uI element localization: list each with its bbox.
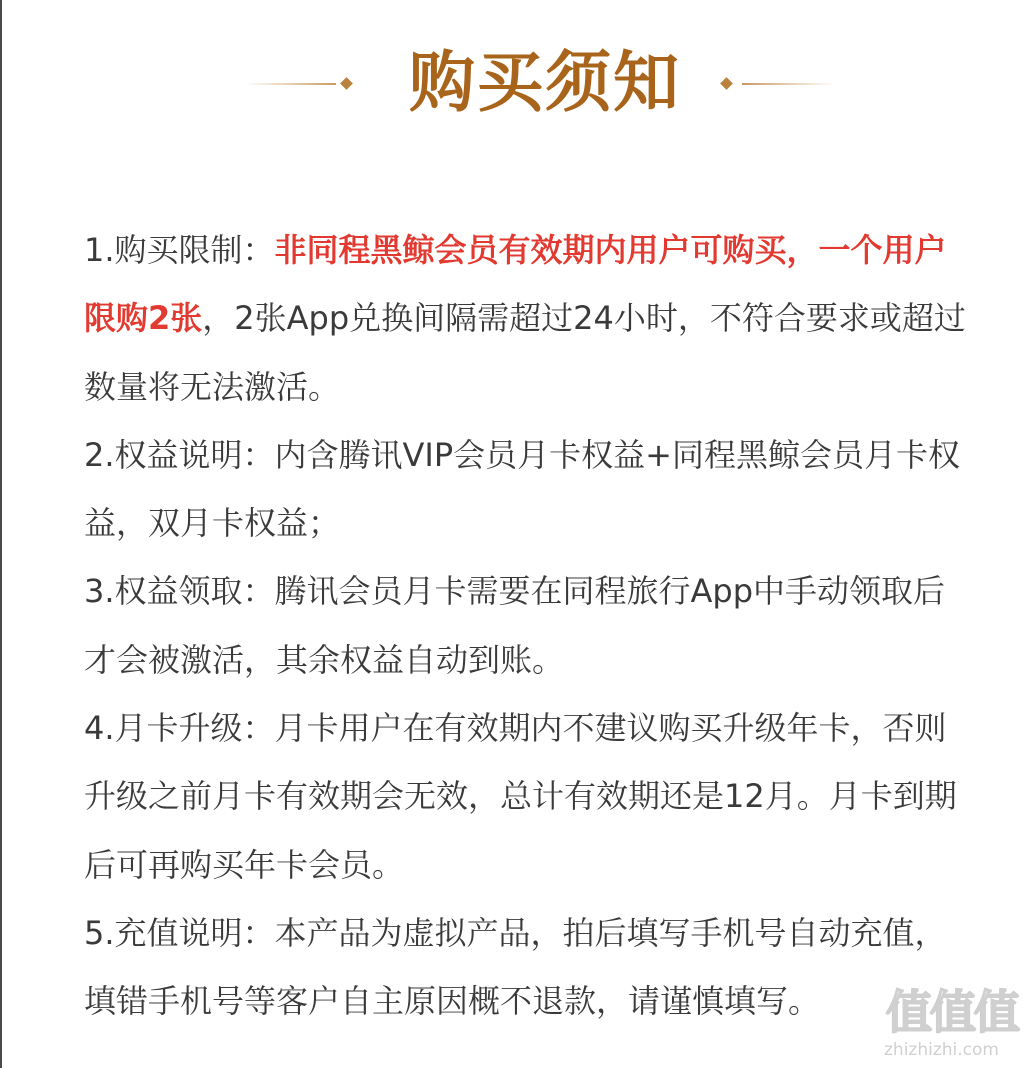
- watermark: [882, 984, 1030, 1064]
- notice-line: 数量将无法激活。: [84, 367, 341, 406]
- notice-list: [84, 216, 1002, 1036]
- notice-line: 2.权益说明：内含腾讯VIP会员月卡权益+同程黑鲸会员月卡权: [84, 435, 960, 474]
- notice-item-purchase-limit: [84, 216, 1002, 421]
- notice-item-benefits: [84, 421, 1002, 558]
- header: [0, 38, 1035, 128]
- left-border: [0, 0, 2, 1068]
- notice-line: 3.权益领取：腾讯会员月卡需要在同程旅行App中手动领取后: [84, 572, 946, 611]
- notice-label: 1.购买限制：: [84, 231, 275, 269]
- notice-line: 填错手机号等客户自主原因概不退款，请谨慎填写。: [84, 982, 821, 1021]
- right-decorative-line: [742, 83, 834, 85]
- watermark-url: zhizhizhi.com: [884, 1040, 999, 1060]
- notice-line: 才会被激活，其余权益自动到账。: [84, 640, 565, 679]
- watermark-logo: 值值值: [886, 985, 1018, 1039]
- right-diamond-icon: [720, 77, 733, 90]
- highlight-text: 限购2张: [84, 299, 203, 338]
- notice-line: [84, 216, 1002, 284]
- notice-line: 后可再购买年卡会员。: [84, 845, 405, 884]
- left-decorative-line: [246, 83, 336, 85]
- notice-item-recharge: [84, 899, 1002, 1036]
- page-title: 购买须知: [409, 44, 681, 121]
- notice-item-upgrade: [84, 694, 1002, 899]
- notice-line: 4.月卡升级：月卡用户在有效期内不建议购买升级年卡，否则: [84, 709, 947, 748]
- notice-item-claim: [84, 557, 1002, 694]
- notice-line: 益，双月卡权益；: [84, 504, 341, 543]
- left-diamond-icon: [340, 77, 353, 90]
- notice-line: 5.充值说明：本产品为虚拟产品，拍后填写手机号自动充值，: [84, 913, 947, 952]
- notice-line: 升级之前月卡有效期会无效，总计有效期还是12月。月卡到期: [84, 777, 957, 816]
- highlight-text: 非同程黑鲸会员有效期内用户可购买，一个用户: [274, 231, 947, 269]
- notice-text: ，2张App兑换间隔需超过24小时，不符合要求或超过: [202, 299, 966, 338]
- notice-line: [84, 284, 1002, 352]
